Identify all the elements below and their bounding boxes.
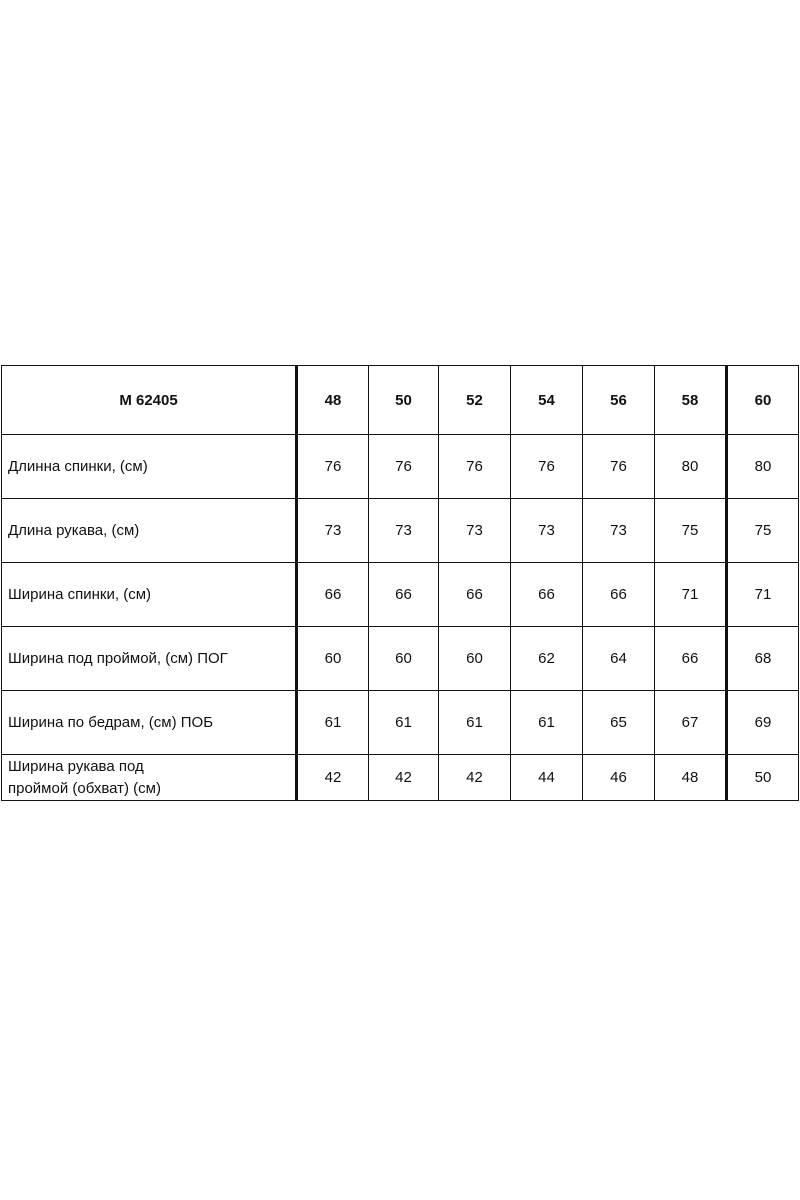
measurement-label: Длинна спинки, (см) <box>2 435 297 499</box>
measurement-value: 66 <box>297 563 369 627</box>
table-row <box>2 691 799 755</box>
measurement-value: 76 <box>583 435 655 499</box>
size-header: 48 <box>297 366 369 435</box>
measurement-value: 61 <box>369 691 439 755</box>
measurement-value: 60 <box>297 627 369 691</box>
measurement-value: 73 <box>511 499 583 563</box>
measurement-value: 46 <box>583 755 655 801</box>
size-header: 60 <box>727 366 799 435</box>
measurement-value: 71 <box>655 563 727 627</box>
measurement-value: 73 <box>369 499 439 563</box>
measurement-value: 61 <box>511 691 583 755</box>
measurement-value: 66 <box>655 627 727 691</box>
size-header: 54 <box>511 366 583 435</box>
measurement-value: 61 <box>439 691 511 755</box>
measurement-value: 42 <box>297 755 369 801</box>
measurement-value: 76 <box>369 435 439 499</box>
measurement-value: 68 <box>727 627 799 691</box>
measurement-value: 76 <box>297 435 369 499</box>
measurement-value: 75 <box>727 499 799 563</box>
measurement-value: 48 <box>655 755 727 801</box>
measurement-value: 65 <box>583 691 655 755</box>
measurement-label: Ширина спинки, (см) <box>2 563 297 627</box>
table-row <box>2 499 799 563</box>
table-row <box>2 627 799 691</box>
size-chart-table <box>1 365 799 801</box>
measurement-value: 66 <box>369 563 439 627</box>
measurement-value: 69 <box>727 691 799 755</box>
measurement-value: 50 <box>727 755 799 801</box>
measurement-label-line: проймой (обхват) (см) <box>8 779 161 797</box>
measurement-value: 67 <box>655 691 727 755</box>
measurement-value: 64 <box>583 627 655 691</box>
size-header: 52 <box>439 366 511 435</box>
measurement-label <box>2 755 297 801</box>
measurement-value: 62 <box>511 627 583 691</box>
measurement-value: 60 <box>439 627 511 691</box>
measurement-value: 80 <box>727 435 799 499</box>
measurement-value: 80 <box>655 435 727 499</box>
model-number: М 62405 <box>2 366 297 435</box>
size-header: 50 <box>369 366 439 435</box>
measurement-label: Длина рукава, (см) <box>2 499 297 563</box>
measurement-label: Ширина по бедрам, (см) ПОБ <box>2 691 297 755</box>
measurement-label-line: Ширина рукава под <box>8 757 144 775</box>
measurement-value: 75 <box>655 499 727 563</box>
table-row <box>2 755 799 801</box>
measurement-value: 76 <box>511 435 583 499</box>
measurement-label: Ширина под проймой, (см) ПОГ <box>2 627 297 691</box>
size-header: 56 <box>583 366 655 435</box>
measurement-value: 66 <box>439 563 511 627</box>
measurement-value: 44 <box>511 755 583 801</box>
measurement-value: 73 <box>583 499 655 563</box>
measurement-value: 60 <box>369 627 439 691</box>
size-header: 58 <box>655 366 727 435</box>
measurement-value: 42 <box>369 755 439 801</box>
measurement-value: 73 <box>439 499 511 563</box>
measurement-value: 71 <box>727 563 799 627</box>
table-row <box>2 563 799 627</box>
measurement-value: 76 <box>439 435 511 499</box>
measurement-value: 66 <box>583 563 655 627</box>
table-header-row <box>2 366 799 435</box>
measurement-value: 61 <box>297 691 369 755</box>
table-row <box>2 435 799 499</box>
measurement-value: 42 <box>439 755 511 801</box>
measurement-value: 73 <box>297 499 369 563</box>
measurement-value: 66 <box>511 563 583 627</box>
